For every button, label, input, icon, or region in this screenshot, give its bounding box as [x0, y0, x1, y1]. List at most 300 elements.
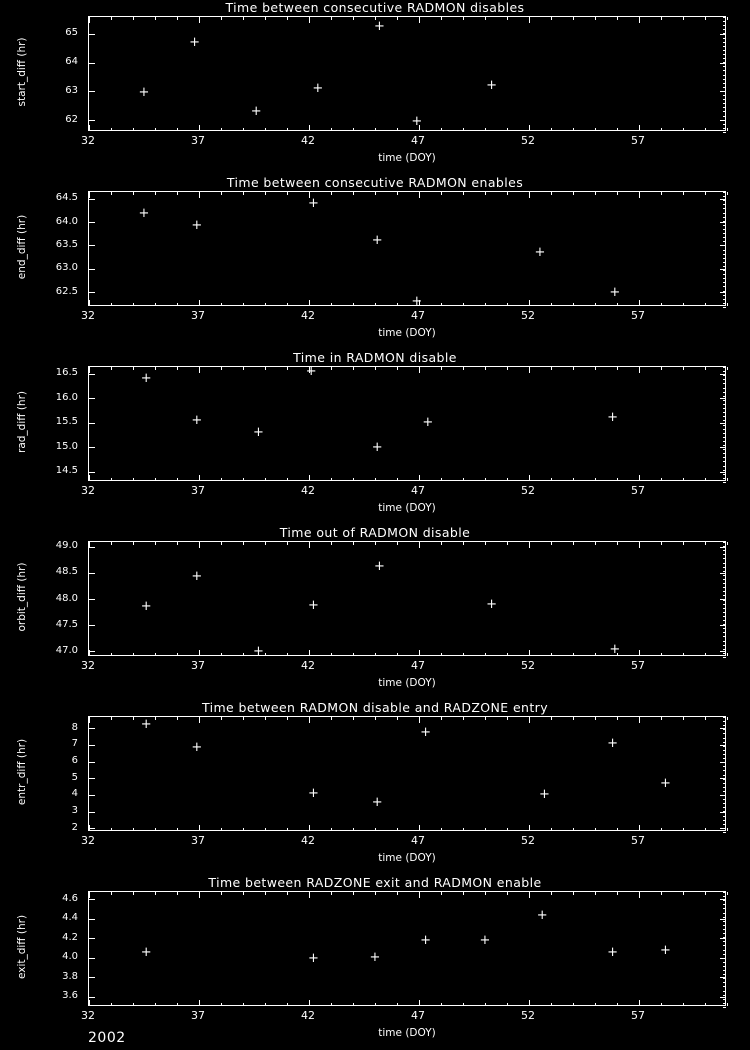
y-tick: [720, 919, 726, 920]
y-minor-tick: [723, 111, 726, 112]
x-minor-tick: [177, 192, 178, 195]
x-tick: [529, 475, 530, 481]
x-minor-tick: [331, 367, 332, 370]
x-minor-tick: [243, 303, 244, 306]
x-tick: [419, 892, 420, 898]
y-tick-label: 63: [65, 84, 78, 96]
x-minor-tick: [705, 828, 706, 831]
x-minor-tick: [375, 367, 376, 370]
x-minor-tick: [287, 1003, 288, 1006]
y-minor-tick: [723, 433, 726, 434]
x-tick: [639, 542, 640, 548]
x-minor-tick: [727, 828, 728, 831]
x-minor-tick: [617, 717, 618, 720]
y-tick: [89, 795, 95, 796]
x-minor-tick: [551, 478, 552, 481]
y-minor-tick: [723, 917, 726, 918]
x-minor-tick: [133, 192, 134, 195]
x-tick: [639, 1000, 640, 1006]
y-tick-label: 3.6: [62, 990, 78, 1002]
x-minor-tick: [375, 717, 376, 720]
x-tick: [529, 542, 530, 548]
x-minor-tick: [551, 1003, 552, 1006]
y-tick-label: 63.5: [55, 238, 78, 250]
x-minor-tick: [595, 367, 596, 370]
y-minor-tick: [723, 558, 726, 559]
x-tick: [309, 542, 310, 548]
y-minor-tick: [723, 595, 726, 596]
x-minor-tick: [683, 542, 684, 545]
x-minor-tick: [397, 478, 398, 481]
y-minor-tick: [723, 482, 726, 483]
x-tick: [89, 17, 90, 23]
y-tick-label: 4.4: [62, 912, 78, 924]
x-minor-tick: [661, 542, 662, 545]
x-minor-tick: [683, 303, 684, 306]
x-tick-label: 47: [411, 659, 425, 672]
x-minor-tick: [727, 192, 728, 195]
y-minor-tick: [723, 824, 726, 825]
x-tick-label: 37: [191, 1009, 205, 1022]
x-minor-tick: [287, 653, 288, 656]
chart-panel: [0, 0, 750, 175]
y-tick: [89, 472, 95, 473]
y-minor-tick: [723, 103, 726, 104]
y-minor-tick: [723, 645, 726, 646]
x-minor-tick: [155, 1003, 156, 1006]
x-minor-tick: [177, 17, 178, 20]
x-minor-tick: [155, 478, 156, 481]
x-minor-tick: [111, 17, 112, 20]
y-minor-tick: [723, 554, 726, 555]
y-minor-tick: [723, 733, 726, 734]
x-minor-tick: [551, 128, 552, 131]
x-minor-tick: [155, 717, 156, 720]
x-tick: [529, 892, 530, 898]
data-point-marker: +: [307, 598, 319, 614]
y-tick: [720, 573, 726, 574]
y-minor-tick: [723, 225, 726, 226]
x-tick: [199, 475, 200, 481]
x-minor-tick: [507, 653, 508, 656]
x-minor-tick: [573, 17, 574, 20]
x-tick: [419, 542, 420, 548]
x-minor-tick: [287, 303, 288, 306]
x-tick-label: 32: [81, 309, 95, 322]
x-tick-label: 47: [411, 834, 425, 847]
x-minor-tick: [595, 128, 596, 131]
x-minor-tick: [177, 128, 178, 131]
x-minor-tick: [573, 192, 574, 195]
x-tick-label: 32: [81, 134, 95, 147]
y-tick-label: 64.5: [55, 192, 78, 204]
y-axis-label: rad_diff (hr): [16, 390, 28, 453]
y-minor-tick: [723, 958, 726, 959]
x-minor-tick: [573, 128, 574, 131]
x-minor-tick: [485, 128, 486, 131]
x-minor-tick: [221, 17, 222, 20]
plot-area: [88, 541, 726, 659]
x-minor-tick: [463, 367, 464, 370]
y-minor-tick: [723, 400, 726, 401]
y-minor-tick: [723, 904, 726, 905]
x-minor-tick: [331, 192, 332, 195]
data-point-marker: +: [411, 294, 423, 310]
x-tick-label: 32: [81, 484, 95, 497]
x-tick: [639, 125, 640, 131]
x-minor-tick: [441, 478, 442, 481]
y-tick-label: 7: [71, 738, 78, 750]
x-minor-tick: [331, 542, 332, 545]
y-tick: [89, 269, 95, 270]
y-minor-tick: [723, 896, 726, 897]
x-minor-tick: [331, 303, 332, 306]
x-minor-tick: [551, 303, 552, 306]
data-point-marker: +: [371, 233, 383, 249]
plot-area: [88, 363, 726, 481]
y-tick-label: 3.8: [62, 970, 78, 982]
x-minor-tick: [375, 542, 376, 545]
x-tick-label: 42: [301, 134, 315, 147]
x-axis-label: time (DOY): [378, 677, 436, 689]
y-minor-tick: [723, 200, 726, 201]
y-minor-tick: [723, 632, 726, 633]
x-tick: [529, 1000, 530, 1006]
x-minor-tick: [595, 542, 596, 545]
y-minor-tick: [723, 46, 726, 47]
x-tick: [529, 192, 530, 198]
x-tick: [309, 892, 310, 898]
data-point-marker: +: [486, 596, 498, 612]
y-minor-tick: [723, 921, 726, 922]
x-minor-tick: [397, 192, 398, 195]
x-tick: [89, 1000, 90, 1006]
x-minor-tick: [661, 192, 662, 195]
data-point-marker: +: [411, 113, 423, 129]
x-minor-tick: [243, 367, 244, 370]
x-tick-label: 57: [631, 1009, 645, 1022]
y-tick: [89, 828, 95, 829]
y-tick: [89, 651, 95, 652]
x-tick-label: 47: [411, 134, 425, 147]
y-minor-tick: [723, 546, 726, 547]
y-minor-tick: [723, 970, 726, 971]
y-minor-tick: [723, 449, 726, 450]
x-minor-tick: [441, 367, 442, 370]
x-minor-tick: [485, 367, 486, 370]
x-minor-tick: [661, 892, 662, 895]
y-tick-label: 64.0: [55, 215, 78, 227]
x-minor-tick: [595, 17, 596, 20]
x-minor-tick: [287, 478, 288, 481]
y-tick-label: 2: [71, 821, 78, 833]
y-tick: [89, 91, 95, 92]
x-tick: [309, 650, 310, 656]
x-minor-tick: [485, 717, 486, 720]
x-minor-tick: [177, 653, 178, 656]
x-tick: [419, 717, 420, 723]
y-minor-tick: [723, 954, 726, 955]
x-tick: [639, 192, 640, 198]
data-point-marker: +: [307, 951, 319, 967]
y-minor-tick: [723, 636, 726, 637]
y-minor-tick: [723, 221, 726, 222]
x-minor-tick: [353, 653, 354, 656]
y-minor-tick: [723, 237, 726, 238]
y-minor-tick: [723, 270, 726, 271]
y-minor-tick: [723, 982, 726, 983]
x-minor-tick: [133, 478, 134, 481]
chart-panel: [0, 525, 750, 700]
data-point-marker: +: [140, 716, 152, 732]
y-minor-tick: [723, 217, 726, 218]
y-tick: [720, 292, 726, 293]
x-minor-tick: [705, 128, 706, 131]
y-minor-tick: [723, 616, 726, 617]
y-tick: [89, 958, 95, 959]
x-tick: [419, 17, 420, 23]
x-minor-tick: [727, 17, 728, 20]
y-tick-label: 8: [71, 721, 78, 733]
x-tick: [419, 650, 420, 656]
x-tick: [529, 125, 530, 131]
y-minor-tick: [723, 425, 726, 426]
x-minor-tick: [177, 303, 178, 306]
y-axis-label: start_diff (hr): [16, 36, 28, 107]
x-minor-tick: [265, 542, 266, 545]
y-minor-tick: [723, 392, 726, 393]
x-minor-tick: [331, 478, 332, 481]
y-tick: [89, 547, 95, 548]
x-tick: [89, 650, 90, 656]
x-minor-tick: [353, 892, 354, 895]
x-minor-tick: [155, 367, 156, 370]
x-minor-tick: [727, 1003, 728, 1006]
x-tick: [639, 300, 640, 306]
data-point-marker: +: [191, 412, 203, 428]
chart-title: Time between consecutive RADMON enables: [226, 175, 524, 190]
x-tick: [309, 717, 310, 723]
chart-title: Time between RADMON disable and RADZONE entry: [201, 700, 549, 715]
y-minor-tick: [723, 457, 726, 458]
y-tick: [89, 762, 95, 763]
x-tick-label: 57: [631, 484, 645, 497]
x-tick: [309, 475, 310, 481]
x-minor-tick: [507, 892, 508, 895]
x-minor-tick: [441, 653, 442, 656]
data-point-marker: +: [191, 739, 203, 755]
y-minor-tick: [723, 274, 726, 275]
y-minor-tick: [723, 371, 726, 372]
y-minor-tick: [723, 245, 726, 246]
x-minor-tick: [507, 717, 508, 720]
y-tick-label: 47.5: [55, 618, 78, 630]
x-minor-tick: [595, 717, 596, 720]
x-minor-tick: [507, 828, 508, 831]
y-axis-label: exit_diff (hr): [16, 914, 28, 979]
x-tick-label: 57: [631, 309, 645, 322]
x-minor-tick: [463, 478, 464, 481]
y-minor-tick: [723, 441, 726, 442]
x-minor-tick: [441, 1003, 442, 1006]
y-minor-tick: [723, 299, 726, 300]
x-tick: [199, 300, 200, 306]
y-minor-tick: [723, 591, 726, 592]
y-minor-tick: [723, 83, 726, 84]
x-minor-tick: [617, 892, 618, 895]
y-minor-tick: [723, 729, 726, 730]
x-minor-tick: [727, 653, 728, 656]
chart-panel: [0, 175, 750, 350]
data-point-marker: +: [307, 195, 319, 211]
y-minor-tick: [723, 657, 726, 658]
y-minor-tick: [723, 995, 726, 996]
y-minor-tick: [723, 612, 726, 613]
y-minor-tick: [723, 579, 726, 580]
x-tick: [199, 125, 200, 131]
x-minor-tick: [661, 303, 662, 306]
x-minor-tick: [287, 717, 288, 720]
x-minor-tick: [155, 192, 156, 195]
x-tick: [639, 717, 640, 723]
y-minor-tick: [723, 120, 726, 121]
y-tick-label: 48.0: [55, 592, 78, 604]
y-minor-tick: [723, 124, 726, 125]
y-tick: [89, 199, 95, 200]
x-minor-tick: [727, 717, 728, 720]
x-minor-tick: [397, 17, 398, 20]
y-minor-tick: [723, 33, 726, 34]
x-minor-tick: [375, 1003, 376, 1006]
x-minor-tick: [595, 892, 596, 895]
x-minor-tick: [573, 653, 574, 656]
x-minor-tick: [265, 367, 266, 370]
x-minor-tick: [463, 192, 464, 195]
y-minor-tick: [723, 95, 726, 96]
y-minor-tick: [723, 908, 726, 909]
y-tick-label: 4.6: [62, 892, 78, 904]
x-minor-tick: [485, 828, 486, 831]
x-minor-tick: [551, 717, 552, 720]
data-point-marker: +: [538, 786, 550, 802]
data-point-marker: +: [191, 217, 203, 233]
x-axis-label: time (DOY): [378, 852, 436, 864]
x-tick: [199, 17, 200, 23]
x-minor-tick: [111, 828, 112, 831]
chart-panel: [0, 700, 750, 875]
x-minor-tick: [353, 303, 354, 306]
y-tick: [89, 625, 95, 626]
x-minor-tick: [111, 478, 112, 481]
x-minor-tick: [287, 828, 288, 831]
x-minor-tick: [133, 17, 134, 20]
y-minor-tick: [723, 91, 726, 92]
y-tick: [89, 63, 95, 64]
x-minor-tick: [177, 828, 178, 831]
y-minor-tick: [723, 929, 726, 930]
y-tick: [720, 447, 726, 448]
y-tick: [720, 222, 726, 223]
y-minor-tick: [723, 550, 726, 551]
x-minor-tick: [287, 17, 288, 20]
y-minor-tick: [723, 307, 726, 308]
y-minor-tick: [723, 925, 726, 926]
data-point-marker: +: [305, 363, 317, 379]
x-tick-label: 42: [301, 1009, 315, 1022]
y-tick-label: 16.0: [55, 391, 78, 403]
y-minor-tick: [723, 388, 726, 389]
x-minor-tick: [221, 192, 222, 195]
x-minor-tick: [727, 542, 728, 545]
data-point-marker: +: [252, 425, 264, 441]
x-minor-tick: [397, 542, 398, 545]
x-minor-tick: [111, 892, 112, 895]
y-tick: [89, 899, 95, 900]
x-minor-tick: [441, 17, 442, 20]
y-minor-tick: [723, 416, 726, 417]
y-minor-tick: [723, 937, 726, 938]
data-point-marker: +: [140, 371, 152, 387]
x-tick-label: 37: [191, 659, 205, 672]
plot-area: [88, 16, 726, 131]
x-minor-tick: [485, 17, 486, 20]
x-minor-tick: [661, 717, 662, 720]
x-minor-tick: [221, 478, 222, 481]
y-minor-tick: [723, 758, 726, 759]
plot-area: [88, 716, 726, 831]
x-minor-tick: [397, 653, 398, 656]
y-minor-tick: [723, 624, 726, 625]
y-tick-label: 64: [65, 56, 78, 67]
x-minor-tick: [397, 717, 398, 720]
x-minor-tick: [705, 367, 706, 370]
x-tick-label: 52: [521, 484, 535, 497]
x-tick: [309, 125, 310, 131]
y-tick: [720, 938, 726, 939]
y-minor-tick: [723, 575, 726, 576]
x-minor-tick: [331, 17, 332, 20]
x-minor-tick: [705, 653, 706, 656]
y-minor-tick: [723, 291, 726, 292]
x-minor-tick: [397, 128, 398, 131]
x-minor-tick: [617, 542, 618, 545]
x-minor-tick: [595, 828, 596, 831]
data-point-marker: +: [607, 735, 619, 751]
y-minor-tick: [723, 87, 726, 88]
x-minor-tick: [507, 1003, 508, 1006]
x-tick-label: 47: [411, 484, 425, 497]
x-minor-tick: [485, 653, 486, 656]
y-tick-label: 4.0: [62, 951, 78, 963]
x-minor-tick: [177, 542, 178, 545]
x-minor-tick: [111, 1003, 112, 1006]
y-tick-label: 63.0: [55, 262, 78, 274]
y-tick: [89, 573, 95, 574]
x-minor-tick: [441, 542, 442, 545]
x-minor-tick: [683, 1003, 684, 1006]
x-minor-tick: [243, 892, 244, 895]
x-minor-tick: [155, 653, 156, 656]
y-minor-tick: [723, 799, 726, 800]
y-minor-tick: [723, 766, 726, 767]
x-minor-tick: [133, 1003, 134, 1006]
y-tick: [720, 472, 726, 473]
data-point-marker: +: [659, 943, 671, 959]
x-minor-tick: [155, 128, 156, 131]
x-tick-label: 52: [521, 659, 535, 672]
x-minor-tick: [573, 367, 574, 370]
y-minor-tick: [723, 42, 726, 43]
